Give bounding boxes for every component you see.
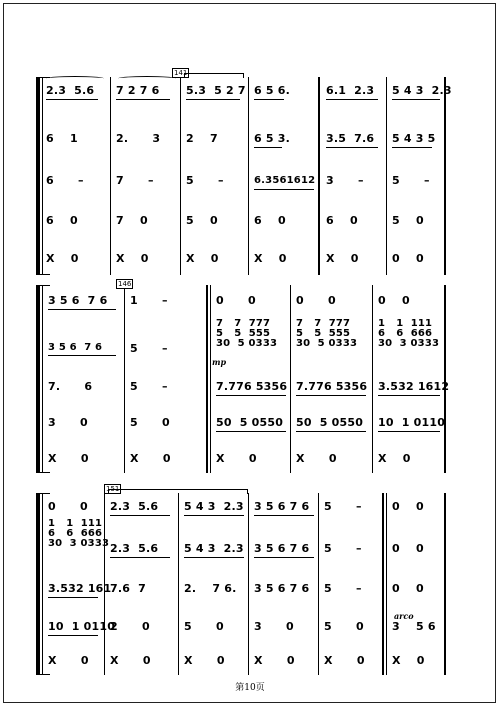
- score-cell: X 0: [48, 654, 89, 667]
- underline: [184, 515, 244, 516]
- underline: [184, 557, 244, 558]
- barline: [318, 493, 319, 675]
- score-cell: 2 7: [186, 132, 218, 145]
- score-cell: 5 –: [324, 500, 362, 513]
- barline: [178, 493, 179, 675]
- underline: [392, 99, 440, 100]
- score-cell: 5 –: [324, 542, 362, 555]
- score-cell: 5 4 3 5: [392, 132, 436, 145]
- dynamic-marking: mp: [212, 357, 227, 367]
- underline: [254, 99, 284, 100]
- score-cell: X 0: [392, 654, 425, 667]
- score-cell: 6 5 3.: [254, 132, 290, 145]
- underline: [186, 99, 240, 100]
- barline: [248, 493, 249, 675]
- score-cell: 7 2 7 6: [116, 84, 160, 97]
- score-cell: 5 4 3 2.3: [392, 84, 452, 97]
- section-barline: [318, 77, 320, 275]
- underline: [48, 309, 116, 310]
- score-cell: 3 5 6 7 6: [254, 500, 310, 513]
- barline: [248, 77, 249, 275]
- section-barline: [206, 285, 208, 473]
- score-cell: 3.5 7.6: [326, 132, 375, 145]
- underline: [254, 557, 314, 558]
- score-cell: 6.1 2.3: [326, 84, 375, 97]
- underline: [326, 147, 378, 148]
- underline: [254, 147, 282, 148]
- score-cell: 2.3 5.6: [110, 500, 159, 513]
- score-cell: 2. 3: [116, 132, 161, 145]
- arco-marking: arco: [394, 611, 414, 621]
- score-cell: 3 –: [326, 174, 364, 187]
- system-brace: [36, 77, 40, 275]
- brace-hook-bottom: [36, 674, 50, 675]
- score-cell: X 0: [46, 252, 79, 265]
- slur: [46, 76, 104, 81]
- score-cell: 7. 6: [48, 380, 93, 393]
- score-cell: 3 5 6 7 6: [254, 542, 310, 555]
- barline: [386, 77, 387, 275]
- score-cell: 7.776 5356: [216, 380, 288, 393]
- score-cell: 0 0: [48, 500, 88, 513]
- score-cell: X 0: [216, 452, 257, 465]
- score-cell: 5 4 3 2.3: [184, 542, 244, 555]
- score-cell: 6 0: [46, 214, 78, 227]
- brace-hook-top: [36, 493, 50, 494]
- underline: [296, 431, 366, 432]
- system-3: [36, 485, 446, 675]
- score-cell: 7.6 7: [110, 582, 146, 595]
- score-cell: 5 –: [130, 342, 168, 355]
- underline: [216, 395, 286, 396]
- score-cell: X 0: [186, 252, 219, 265]
- system-brace-thin: [42, 493, 43, 675]
- underline: [254, 515, 314, 516]
- score-cell: 5 0: [130, 416, 170, 429]
- volta-bracket: [184, 73, 244, 78]
- final-barline: [444, 285, 446, 473]
- barline: [210, 285, 211, 473]
- barline: [290, 285, 291, 473]
- score-cell: 3.532 161: [48, 582, 112, 595]
- barline: [180, 77, 181, 275]
- score-cell: 5 –: [392, 174, 430, 187]
- score-cell: 0 0: [216, 294, 256, 307]
- score-cell: 0 0: [296, 294, 336, 307]
- score-cell: 2.3 5.6: [46, 84, 95, 97]
- rehearsal-mark: 141: [174, 69, 188, 77]
- score-cell: X 0: [184, 654, 225, 667]
- system-1: [36, 69, 452, 275]
- score-cell: X 0: [48, 452, 89, 465]
- score-cell: 5.3 5 2 7: [186, 84, 246, 97]
- score-cell: 6 0: [326, 214, 358, 227]
- brace-hook-bottom: [36, 274, 50, 275]
- score-cell: 6 1: [46, 132, 78, 145]
- final-barline: [444, 493, 446, 675]
- score-cell: 7 –: [116, 174, 154, 187]
- rehearsal-mark: 151: [106, 485, 120, 493]
- volta-bracket: [108, 489, 248, 494]
- barline: [110, 77, 111, 275]
- score-cell: 5 0: [324, 620, 364, 633]
- score-cell: 1 1 111 6 6 666 30 3 0333: [48, 518, 110, 549]
- score-cell: X 0: [254, 252, 287, 265]
- score-cell: 1 –: [130, 294, 168, 307]
- score-cell: 7 7 777 5 5 555 30 5 0333: [296, 318, 358, 349]
- score-cell: 10 1 0110: [48, 620, 116, 633]
- score-cell: 0 0: [392, 582, 424, 595]
- score-cell: 6 –: [46, 174, 84, 187]
- score-cell: 0 0: [392, 252, 424, 265]
- underline: [392, 147, 432, 148]
- underline: [326, 99, 378, 100]
- underline: [254, 189, 314, 190]
- score-cell: 3 0: [48, 416, 88, 429]
- score-cell: 5 0: [392, 214, 424, 227]
- score-cell: 2.3 5.6: [110, 542, 159, 555]
- score-cell: 50 5 0550: [296, 416, 364, 429]
- system-brace-thin: [42, 77, 43, 275]
- score-cell: 3 0: [254, 620, 294, 633]
- barline: [124, 285, 125, 473]
- barline: [386, 493, 387, 675]
- score-cell: 0 0: [392, 500, 424, 513]
- score-cell: X 0: [116, 252, 149, 265]
- score-cell: 3 5 6: [392, 620, 436, 633]
- score-cell: 2. 7 6.: [184, 582, 237, 595]
- underline: [48, 635, 98, 636]
- score-cell: 7.776 5356: [296, 380, 368, 393]
- score-cell: 2 0: [110, 620, 150, 633]
- score-cell: 6.3561612: [254, 175, 316, 186]
- score-cell: 3 5 6 7 6: [48, 342, 103, 353]
- underline: [378, 395, 440, 396]
- score-cell: 1 1 111 6 6 666 30 3 0333: [378, 318, 440, 349]
- score-cell: 0 0: [378, 294, 410, 307]
- underline: [110, 515, 170, 516]
- barline: [372, 285, 373, 473]
- score-cell: 6 5 6.: [254, 84, 290, 97]
- score-cell: 5 4 3 2.3: [184, 500, 244, 513]
- brace-hook-top: [36, 285, 50, 286]
- underline: [46, 99, 98, 100]
- score-cell: 5 –: [324, 582, 362, 595]
- underline: [378, 431, 440, 432]
- slur: [118, 76, 176, 81]
- score-cell: 7 0: [116, 214, 148, 227]
- final-barline: [444, 77, 446, 275]
- rehearsal-mark: 146: [118, 280, 132, 288]
- underline: [216, 431, 286, 432]
- score-cell: 3.532 1612: [378, 380, 450, 393]
- score-cell: 3 5 6 7 6: [254, 582, 310, 595]
- system-2: [36, 280, 450, 473]
- underline: [110, 557, 170, 558]
- score-cell: 50 5 0550: [216, 416, 284, 429]
- score-cell: 7 7 777 5 5 555 30 5 0333: [216, 318, 278, 349]
- score-cell: 5 0: [186, 214, 218, 227]
- score-cell: X 0: [378, 452, 411, 465]
- score-cell: 5 –: [130, 380, 168, 393]
- underline: [116, 99, 170, 100]
- score-cell: 5 –: [186, 174, 224, 187]
- underline: [48, 597, 98, 598]
- score-cell: X 0: [110, 654, 151, 667]
- page-number: 第10页: [235, 683, 265, 693]
- system-brace: [36, 285, 40, 473]
- score-cell: X 0: [326, 252, 359, 265]
- score-cell: X 0: [324, 654, 365, 667]
- brace-hook-bottom: [36, 472, 50, 473]
- underline: [48, 355, 116, 356]
- score-cell: 3 5 6 7 6: [48, 294, 108, 307]
- score-cell: X 0: [130, 452, 171, 465]
- score-cell: X 0: [254, 654, 295, 667]
- score-cell: 5 0: [184, 620, 224, 633]
- section-barline: [382, 493, 384, 675]
- system-brace: [36, 493, 40, 675]
- system-brace-thin: [42, 285, 43, 473]
- score-cell: 0 0: [392, 542, 424, 555]
- score-cell: X 0: [296, 452, 337, 465]
- score-cell: 6 0: [254, 214, 286, 227]
- underline: [296, 395, 366, 396]
- score-cell: 10 1 0110: [378, 416, 446, 429]
